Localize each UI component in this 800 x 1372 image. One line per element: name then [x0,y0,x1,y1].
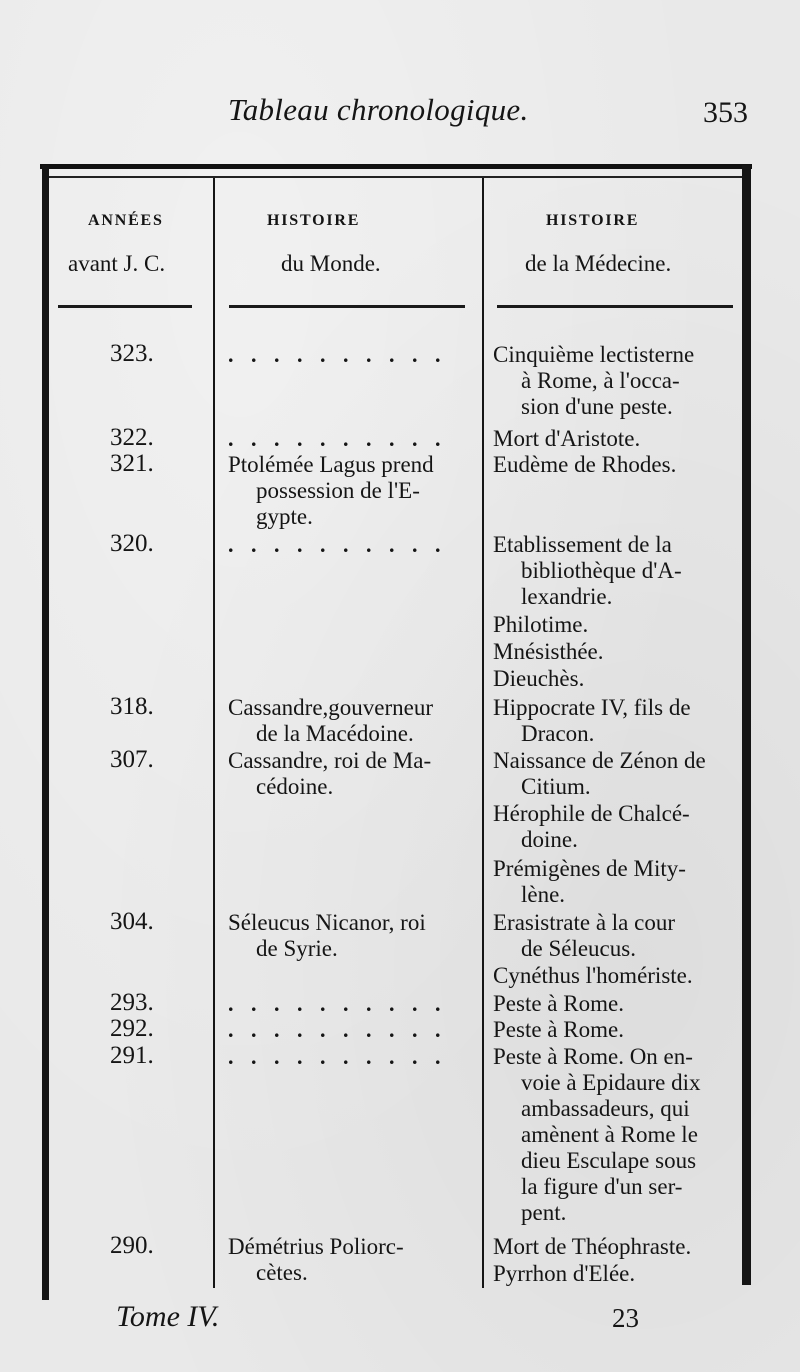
medicine-line: pent. [521,1200,567,1225]
world-line: Ptolémée Lagus prend [228,452,434,477]
world-entry-cassandre-gouverneur [228,695,476,747]
medicine-entry-cynethus: Cynéthus l'homériste. [493,963,693,988]
header-medicine-caps: HISTOIRE [546,212,640,229]
header-rule-medicine [497,305,733,308]
table-top-inner-rule [48,176,746,178]
world-line: de la Macédoine. [256,721,414,746]
footer-volume: Tome IV. [116,1300,220,1333]
medicine-entry-etablissement [493,532,741,610]
year-cell: 293. [110,989,154,1016]
world-entry-seleucus [228,910,476,962]
header-years-sub: avant J. C. [68,251,166,276]
world-dots: . . . . . . . . . . [228,426,447,451]
medicine-entry-eudeme: Eudème de Rhodes. [493,452,677,477]
medicine-entry-lectisterne [493,342,741,420]
medicine-line: Prémigènes de Mity- [493,856,686,881]
medicine-entry-zenon [493,748,741,800]
table-right-border [742,165,751,1285]
medicine-entry-aristote: Mort d'Aristote. [493,426,641,451]
header-rule-world [229,305,465,308]
medicine-line: sion d'une peste. [521,394,673,419]
world-line: de Syrie. [256,936,338,961]
medicine-entry-erasistrate [493,910,741,962]
world-entry-demetrius [228,1234,476,1286]
medicine-line: Cinquième lectisterne [493,342,695,367]
year-cell: 290. [110,1232,154,1259]
medicine-line: ambassadeurs, qui [521,1096,690,1121]
medicine-entry-herophile [493,801,741,853]
medicine-line: Dracon. [521,721,595,746]
medicine-entry-theophraste: Mort de Théophraste. [493,1234,692,1259]
medicine-line: Citium. [521,774,591,799]
year-cell: 291. [110,1042,154,1069]
column-divider-2 [482,178,484,1288]
medicine-entry-dieuches: Dieuchès. [493,666,585,691]
running-title: Tableau chronologique. [228,92,529,127]
medicine-line: Erasistrate à la cour [493,910,675,935]
medicine-line: lène. [521,882,566,907]
medicine-line: de Séleucus. [521,936,636,961]
medicine-line: Peste à Rome. On en- [493,1044,693,1069]
year-cell: 321. [110,450,154,477]
world-dots: . . . . . . . . . . [228,1044,447,1069]
medicine-line: amènent à Rome le [521,1122,698,1147]
footer-signature: 23 [612,1303,639,1333]
world-dots: . . . . . . . . . . [228,532,447,557]
medicine-line: bibliothèque d'A- [521,558,682,583]
year-cell: 322. [110,424,154,451]
medicine-entry-peste-293: Peste à Rome. [493,991,624,1016]
world-dots: . . . . . . . . . . [228,991,447,1016]
table-left-border [42,165,49,1300]
medicine-entry-mnesisthee: Mnésisthée. [493,639,604,664]
medicine-line: voie à Epidaure dix [521,1070,701,1095]
world-line: Cassandre,gouverneur [228,695,434,720]
medicine-entry-pyrrhon: Pyrrhon d'Elée. [493,1261,636,1286]
medicine-entry-peste-292: Peste à Rome. [493,1017,624,1042]
medicine-line: la figure d'un ser- [521,1174,683,1199]
medicine-entry-philotime: Philotime. [493,612,589,637]
year-cell: 323. [110,340,154,367]
header-world-sub: du Monde. [281,251,381,276]
world-dots: . . . . . . . . . . [228,342,447,367]
header-rule-years [58,305,192,308]
year-cell: 292. [110,1015,154,1042]
world-dots: . . . . . . . . . . [228,1017,447,1042]
medicine-entry-peste-291 [493,1044,741,1226]
world-line: possession de l'E- [256,478,420,503]
medicine-line: Etablissement de la [493,532,672,557]
header-medicine-sub: de la Médecine. [525,251,672,276]
world-line: Démétrius Poliorc- [228,1234,404,1259]
world-line: Cassandre, roi de Ma- [228,748,432,773]
medicine-line: Hippocrate IV, fils de [493,695,691,720]
medicine-entry-hippocrate [493,695,741,747]
world-entry-cassandre-roi [228,748,476,800]
header-years-caps: ANNÉES [88,212,164,229]
year-cell: 307. [110,746,154,773]
world-line: cètes. [256,1260,308,1285]
medicine-line: doine. [521,827,578,852]
world-line: cédoine. [256,774,334,799]
page-number: 353 [703,96,748,129]
medicine-entry-premigenes [493,856,741,908]
year-cell: 320. [110,530,154,557]
year-cell: 318. [110,693,154,720]
world-line: gypte. [256,504,313,529]
medicine-line: dieu Esculape sous [521,1148,697,1173]
medicine-line: Hérophile de Chalcé- [493,801,690,826]
year-cell: 304. [110,908,154,935]
medicine-line: lexandrie. [521,584,613,609]
column-divider-1 [213,178,215,1288]
medicine-line: à Rome, à l'occa- [521,368,680,393]
medicine-line: Naissance de Zénon de [493,748,706,773]
world-entry-ptolemee [228,452,476,530]
world-line: Séleucus Nicanor, roi [228,910,426,935]
header-world-caps: HISTOIRE [267,212,361,229]
